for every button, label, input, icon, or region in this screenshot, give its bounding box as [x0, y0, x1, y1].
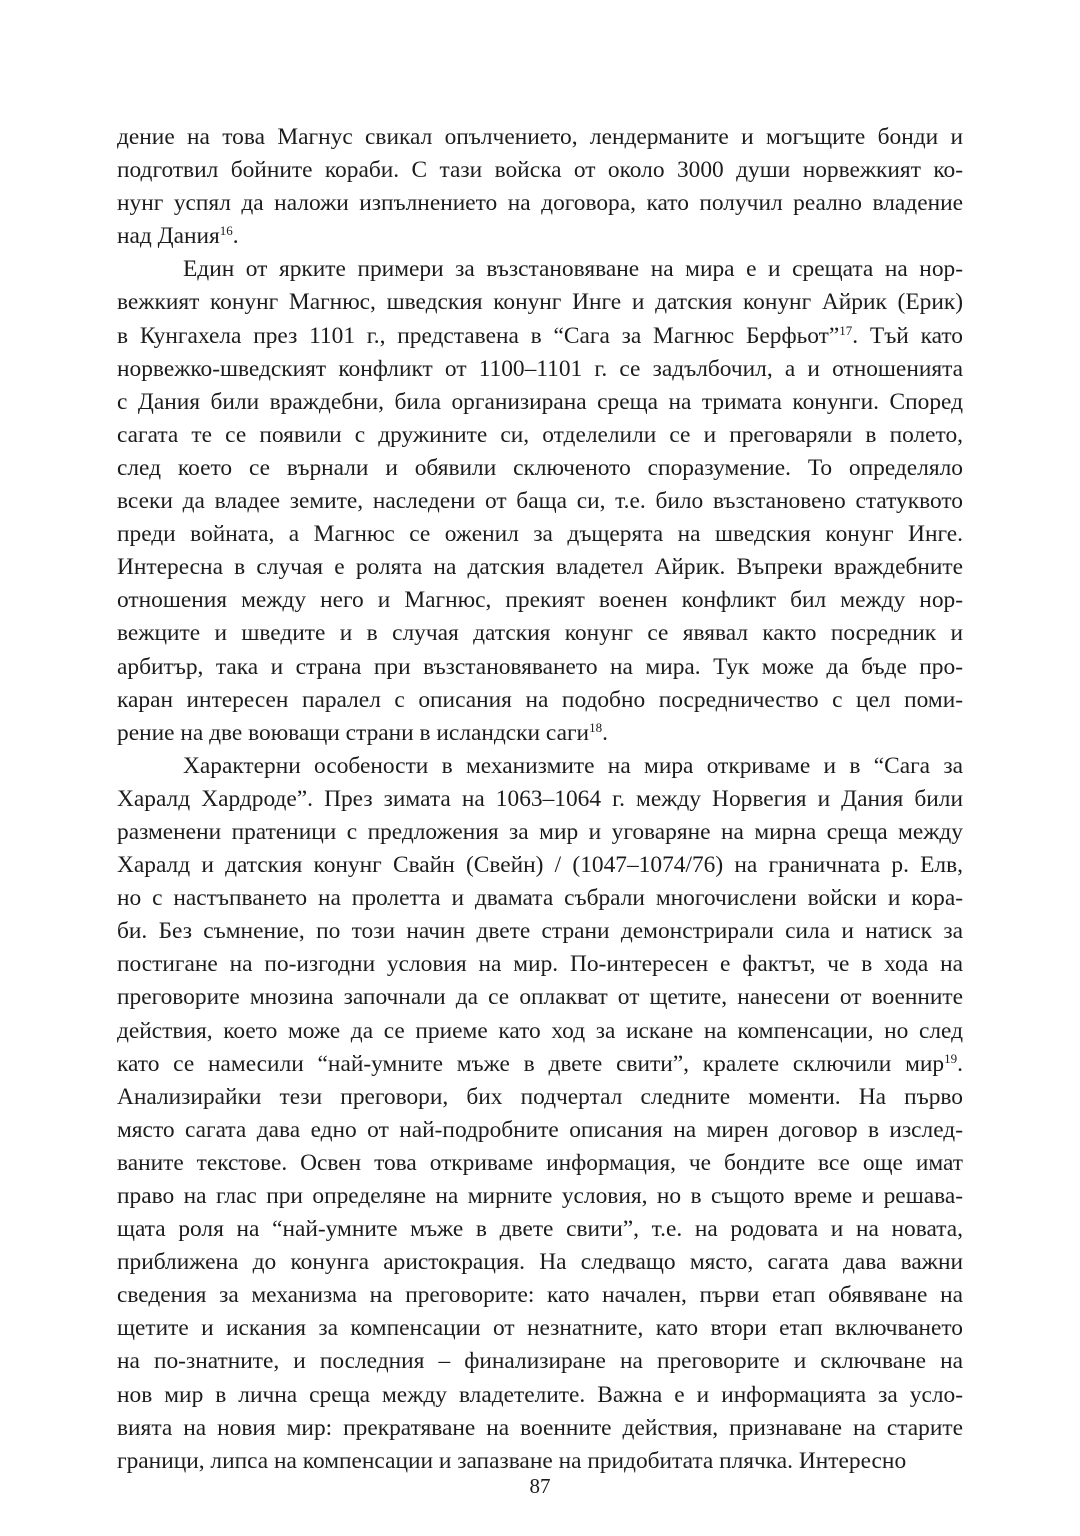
line-text: като се намесили “най-умните мъже в двете свити”, кралете сключили мир — [117, 1050, 945, 1077]
paragraph-2 — [117, 253, 963, 749]
line-tail: . — [957, 1050, 963, 1077]
footnote-ref-18: 18 — [589, 719, 603, 735]
text-line: сведения за механизма на преговорите: като начален, първи етап обявяване на — [117, 1282, 963, 1309]
text-line: нов мир в лична среща между владетелите. Важна е и информацията за усло- — [117, 1381, 963, 1408]
text-line: място сагата дава едно от най-подробните описания на мирен договор в изслед- — [117, 1116, 963, 1143]
line-text: над Дания — [117, 223, 220, 250]
line-tail: . — [232, 223, 239, 250]
text-line: арбитър, така и страна при възстановяването на мира. Тук може да бъде про- — [117, 653, 963, 680]
text-line: приближена до конунга аристокрация. На следващо място, сагата дава важни — [117, 1249, 963, 1276]
text-line: отношения между него и Магнюс, прекият военен конфликт бил между нор- — [117, 587, 963, 614]
text-line: щетите и искания за компенсации от незнатните, като втори етап включването — [117, 1315, 963, 1342]
text-line: но с настъпването на пролетта и двамата събрали многочислени войски и кора- — [117, 885, 963, 912]
text-line: дение на това Магнус свикал опълчението, лендерманите и могъщите бонди и — [117, 124, 963, 150]
text-line: преговорите мнозина започнали да се оплакват от щетите, нанесени от военните — [117, 984, 963, 1011]
body-text — [117, 121, 963, 1478]
text-line: подготвил бойните кораби. С тази войска от около 3000 души норвежкият ко- — [117, 157, 963, 184]
line-tail: . — [602, 719, 608, 746]
text-line: Харалд Хардроде”. През зимата на 1063–1064 г. между Норвегия и Дания били — [117, 785, 963, 812]
text-line: на по-знатните, и последния – финализиране на преговорите и сключване на — [117, 1348, 963, 1375]
text-line: Анализирайки тези преговори, бих подчертал следните моменти. На първо — [117, 1083, 963, 1110]
text-line: Характерни особености в механизмите на мира откриваме и в “Сага за — [183, 752, 963, 779]
text-line — [117, 320, 963, 353]
line-text: рение на две воюващи страни в исландски саги — [117, 719, 590, 746]
paragraph-3 — [117, 750, 963, 1478]
text-line — [117, 717, 963, 750]
footnote-ref-17: 17 — [839, 322, 853, 338]
text-line: щата роля на “най-умните мъже в двете свити”, т.е. на родовата и на новата, — [117, 1216, 963, 1243]
text-line: би. Без съмнение, по този начин двете страни демонстрирали сила и натиск за — [117, 918, 963, 945]
text-line: Един от ярките примери за възстановяване на мира е и срещата на нор- — [183, 256, 963, 283]
footnote-ref-16: 16 — [219, 223, 233, 239]
line-text: в Кунгахела през 1101 г., представена в “Сага за Магнюс Берфьот” — [117, 322, 840, 349]
text-line: Харалд и датския конунг Свайн (Свейн) / (1047–1074/76) на граничната р. Елв, — [117, 852, 963, 879]
text-line: Интересна в случая е ролята на датския владетел Айрик. Въпреки враждебните — [117, 554, 963, 581]
text-line: нунг успял да наложи изпълнението на договора, като получил реално владение — [117, 190, 963, 217]
text-line: право на глас при определяне на мирните условия, но в същото време и решава- — [117, 1183, 963, 1209]
text-line — [117, 1048, 963, 1081]
text-line: граници, липса на компенсации и запазване на придобитата плячка. Интересно — [117, 1447, 907, 1474]
text-line: с Дания били враждебни, била организирана среща на тримата конунги. Според — [117, 388, 963, 415]
text-line: каран интересен паралел с описания на подобно посредничество с цел поми- — [117, 686, 963, 713]
text-line: вията на новия мир: прекратяване на военните действия, признаване на старите — [117, 1414, 963, 1441]
text-line: ваните текстове. Освен това откриваме информация, че бондите все още имат — [117, 1149, 963, 1176]
text-line: вежците и шведите и в случая датския конунг се явявал както посредник и — [117, 620, 963, 647]
text-line — [117, 220, 963, 253]
page-number: 87 — [529, 1474, 551, 1498]
text-line: разменени пратеници с предложения за мир и уговаряне на мирна среща между — [117, 818, 963, 845]
line-tail: . Тъй като — [852, 322, 963, 349]
text-line: след което се върнали и обявили сключеното споразумение. То определяло — [117, 454, 963, 481]
text-line: сагата те се появили с дружините си, отделелили се и преговаряли в полето, — [117, 421, 963, 448]
text-line: постигане на по-изгодни условия на мир. По-интересен е фактът, че в хода на — [117, 951, 963, 978]
text-line: действия, което може да се приеме като ход за искане на компенсации, но след — [117, 1017, 963, 1044]
paragraph-1 — [117, 121, 963, 253]
text-line: всеки да владее земите, наследени от баща си, т.е. било възстановено статуквото — [117, 488, 963, 515]
text-line: вежкият конунг Магнюс, шведския конунг Инге и датския конунг Айрик (Ерик) — [117, 289, 963, 316]
footnote-ref-19: 19 — [944, 1050, 958, 1066]
text-line: норвежко-шведският конфликт от 1100–1101 г. се задълбочил, а и отношенията — [117, 355, 963, 382]
text-line: преди войната, а Магнюс се оженил за дъщерята на шведския конунг Инге. — [117, 521, 963, 548]
